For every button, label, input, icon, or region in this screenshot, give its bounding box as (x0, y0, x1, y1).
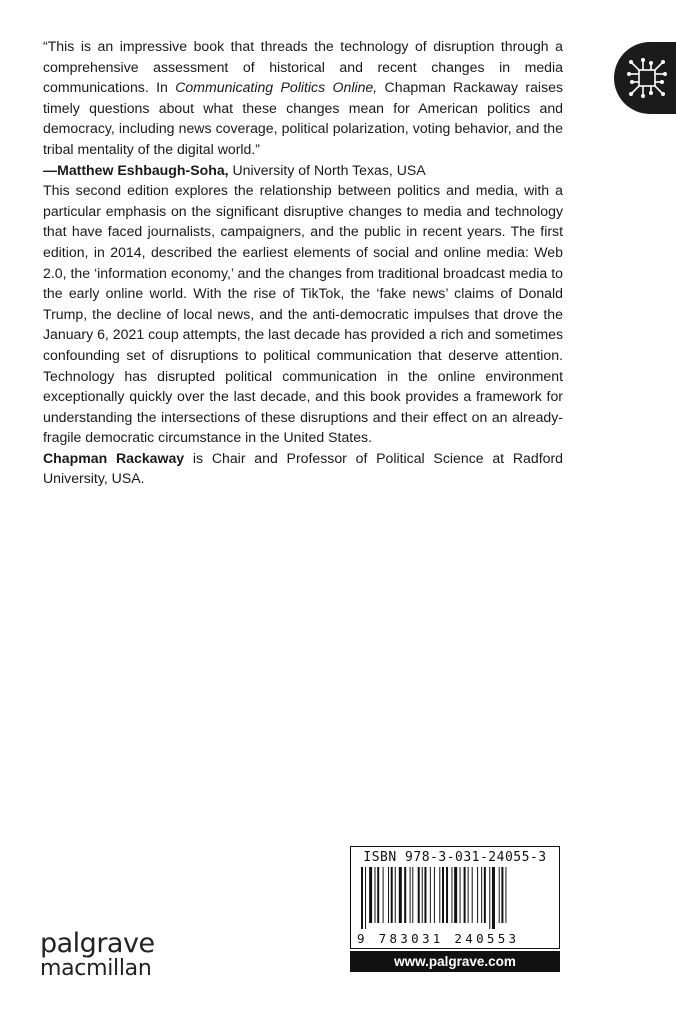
barcode-bar (442, 867, 444, 923)
publisher-logo (40, 930, 155, 981)
barcode-bar (460, 867, 461, 923)
logo-macmillan: macmillan (40, 956, 152, 981)
barcode-bar (410, 867, 411, 923)
barcode-bar (395, 867, 396, 923)
barcode-bar (424, 867, 426, 923)
barcode-bar (391, 867, 393, 923)
barcode-bar (383, 867, 384, 923)
network-chip-icon (624, 55, 670, 101)
barcode-digits: 9 783031 240553 (357, 931, 520, 946)
barcode-bar (505, 867, 506, 923)
barcode-bar (472, 867, 473, 923)
publisher-website[interactable]: www.palgrave.com (350, 951, 560, 972)
barcode-bar (501, 867, 503, 923)
barcode-bar (454, 867, 457, 923)
barcode-bar (451, 867, 452, 923)
barcode-bars (359, 867, 551, 929)
barcode-bar (464, 867, 466, 923)
isbn-barcode (350, 846, 560, 949)
quote-text-2: Chapman Rackaway raises timely questions about what these changes mean for American politics and democracy, including news coverage, political polarization, voting behavior, and the tribal mentality of the digital world.” (43, 79, 563, 157)
barcode-bar (412, 867, 413, 923)
barcode-bar (430, 867, 431, 923)
isbn-label: ISBN 978-3-031-24055-3 (363, 850, 547, 865)
barcode-bar (484, 867, 486, 923)
barcode-bar (477, 867, 478, 923)
barcode-bar (399, 867, 402, 923)
barcode-bar (369, 867, 372, 923)
barcode-bar (422, 867, 423, 923)
back-cover-text (43, 36, 563, 489)
barcode-bar (468, 867, 469, 923)
barcode-bar (365, 867, 366, 929)
book-title: Communicating Politics Online, (175, 79, 378, 96)
endorsement-attribution (43, 162, 426, 178)
series-badge (614, 42, 676, 114)
barcode-bar (388, 867, 389, 923)
book-description: This second edition explores the relationship between politics and media, with a particular emphasis on the significant disruptive changes to media and technology that have faced journalists, campaigners, and the public in recent years. The first edition, in 2014, described the earliest elements of social and online media: Web 2.0, the ‘information economy,’ and the changes from traditional broadcast media to the early online world. With the rise of TikTok, the ‘fake news’ claims of Donald Trump, the decline of local news, and the anti-democratic impulses that drove the January 6, 2021 coup attempts, the last decade has provided a rich and sometimes confounding set of disruptions to political communication that deserve attention. Technology has disrupted political communication in the online environment exceptionally quickly over the last decade, and this book provides a framework for understanding the intersections of these disruptions and their effect on an already-fragile democratic circumstance in the United States. (43, 182, 563, 446)
quote-text-1: “This is an impressive book that threads the technology of disruption through a comprehensive assessment of historical and recent changes in media communications. In (43, 38, 563, 96)
barcode-bar (434, 867, 435, 923)
barcode-bar (375, 867, 376, 923)
barcode-bar (492, 867, 495, 929)
author-bio-text: is Chair and Professor of Political Science at Radford University, USA. (43, 449, 563, 487)
logo-palgrave: palgrave (40, 928, 155, 959)
endorser-affiliation: University of North Texas, USA (228, 161, 426, 178)
author-name: Chapman Rackaway (43, 449, 185, 466)
endorser-name: —Matthew Eshbaugh-Soha, (43, 161, 229, 178)
barcode-bar (499, 867, 500, 923)
barcode-bar (439, 867, 440, 923)
barcode-bar (377, 867, 379, 923)
barcode-bar (481, 867, 482, 923)
barcode-bar (446, 867, 448, 923)
barcode-bar (361, 867, 363, 929)
barcode-bar (418, 867, 420, 923)
author-bio (43, 448, 563, 489)
barcode-bar (489, 867, 490, 929)
endorsement-quote (43, 36, 563, 180)
barcode-bar (404, 867, 406, 923)
